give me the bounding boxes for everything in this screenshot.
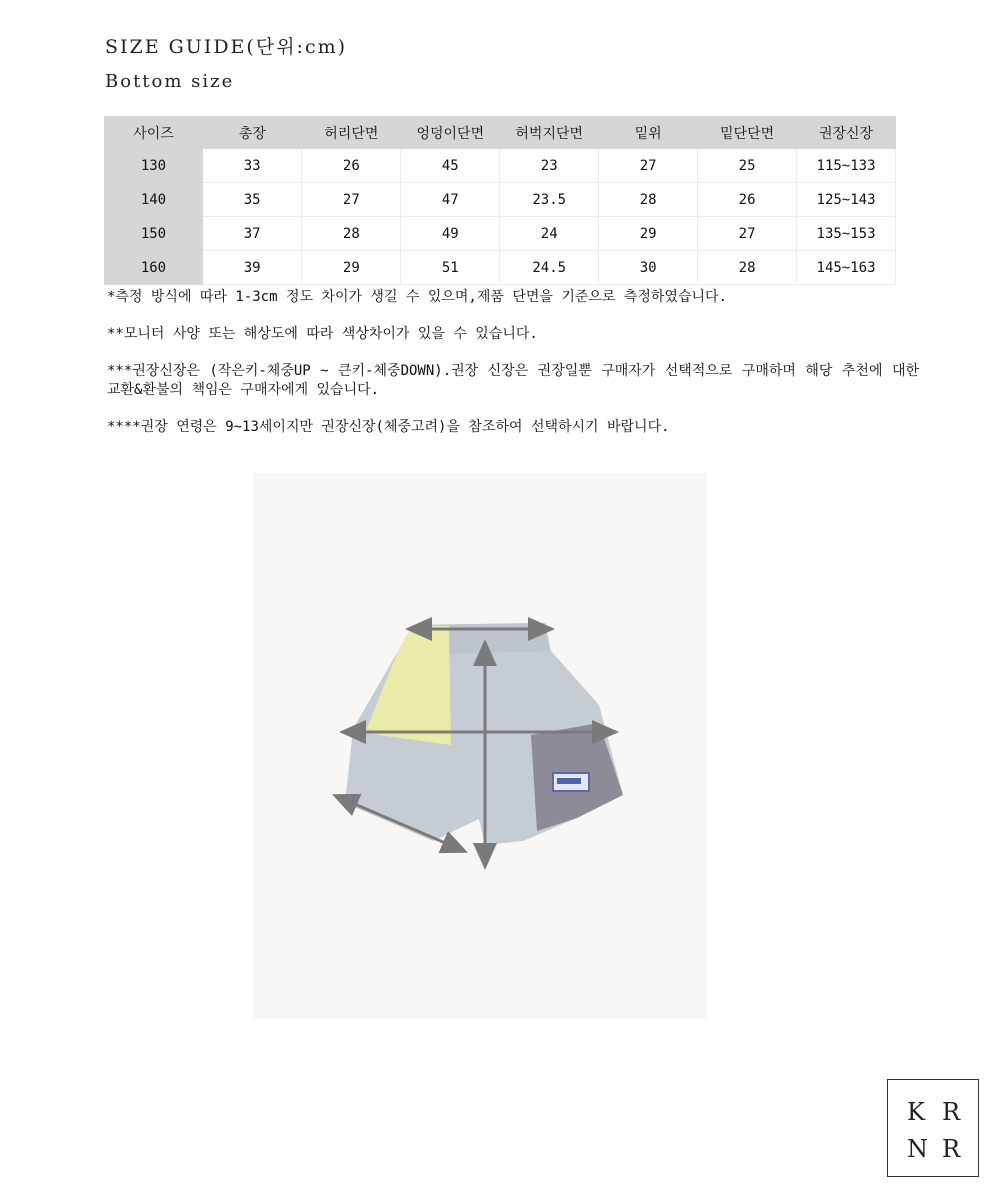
column-header: 총장 bbox=[203, 116, 302, 149]
size-cell: 140 bbox=[104, 183, 203, 217]
table-row bbox=[104, 149, 896, 183]
column-header: 허리단면 bbox=[302, 116, 401, 149]
table-cell: 33 bbox=[203, 149, 302, 183]
table-cell: 37 bbox=[203, 217, 302, 251]
table-cell: 24.5 bbox=[500, 251, 599, 285]
section-subtitle: Bottom size bbox=[105, 71, 235, 92]
table-cell: 29 bbox=[599, 217, 698, 251]
table-cell: 51 bbox=[401, 251, 500, 285]
table-cell: 27 bbox=[698, 217, 797, 251]
logo-letter: N bbox=[907, 1135, 928, 1163]
table-cell: 39 bbox=[203, 251, 302, 285]
column-header: 엉덩이단면 bbox=[401, 116, 500, 149]
table-cell: 27 bbox=[599, 149, 698, 183]
shorts-illustration bbox=[253, 473, 707, 1019]
logo-letter: K bbox=[907, 1098, 925, 1126]
table-cell: 26 bbox=[698, 183, 797, 217]
note-monitor-color: **모니터 사양 또는 해상도에 따라 색상차이가 있을 수 있습니다. bbox=[107, 326, 538, 342]
page-title: SIZE GUIDE(단위:cm) bbox=[105, 36, 348, 58]
size-cell: 160 bbox=[104, 251, 203, 285]
table-cell: 47 bbox=[401, 183, 500, 217]
table-row bbox=[104, 183, 896, 217]
column-header: 사이즈 bbox=[104, 116, 203, 149]
table-cell: 125~143 bbox=[797, 183, 896, 217]
logo-letter: R bbox=[942, 1135, 961, 1163]
table-cell: 28 bbox=[302, 217, 401, 251]
table-cell: 35 bbox=[203, 183, 302, 217]
table-cell: 25 bbox=[698, 149, 797, 183]
table-cell: 27 bbox=[302, 183, 401, 217]
table-cell: 24 bbox=[500, 217, 599, 251]
note-recommended-age: ****권장 연령은 9~13세이지만 권장신장(체중고려)을 참조하여 선택하시기 바랍니다. bbox=[107, 419, 670, 435]
column-header: 권장신장 bbox=[797, 116, 896, 149]
table-cell: 23.5 bbox=[500, 183, 599, 217]
size-notes bbox=[107, 288, 919, 455]
table-cell: 29 bbox=[302, 251, 401, 285]
table-cell: 135~153 bbox=[797, 217, 896, 251]
table-cell: 115~133 bbox=[797, 149, 896, 183]
note-measurement: *측정 방식에 따라 1-3cm 정도 차이가 생길 수 있으며,제품 단면을 기준으로 측정하였습니다. bbox=[107, 289, 727, 305]
product-measurement-photo bbox=[253, 473, 707, 1019]
column-header: 밑단단면 bbox=[698, 116, 797, 149]
table-header-row bbox=[104, 116, 896, 149]
table-row bbox=[104, 217, 896, 251]
table-cell: 45 bbox=[401, 149, 500, 183]
table-cell: 28 bbox=[599, 183, 698, 217]
size-cell: 130 bbox=[104, 149, 203, 183]
table-cell: 23 bbox=[500, 149, 599, 183]
size-table bbox=[104, 116, 896, 285]
brand-logo bbox=[887, 1079, 979, 1177]
table-cell: 26 bbox=[302, 149, 401, 183]
table-row bbox=[104, 251, 896, 285]
yellow-side-panel bbox=[365, 625, 451, 745]
table-cell: 49 bbox=[401, 217, 500, 251]
table-cell: 145~163 bbox=[797, 251, 896, 285]
note-recommended-height: ***권장신장은 (작은키-체중UP ~ 큰키-체중DOWN).권장 신장은 권장일뿐 구매자가 선택적으로 구매하며 해당 추천에 대한 교환&환불의 책임은 구매자에게 있습니다. bbox=[107, 363, 919, 398]
column-header: 허벅지단면 bbox=[500, 116, 599, 149]
table-cell: 28 bbox=[698, 251, 797, 285]
column-header: 밑위 bbox=[599, 116, 698, 149]
logo-letter: R bbox=[942, 1098, 961, 1126]
table-cell: 30 bbox=[599, 251, 698, 285]
size-cell: 150 bbox=[104, 217, 203, 251]
